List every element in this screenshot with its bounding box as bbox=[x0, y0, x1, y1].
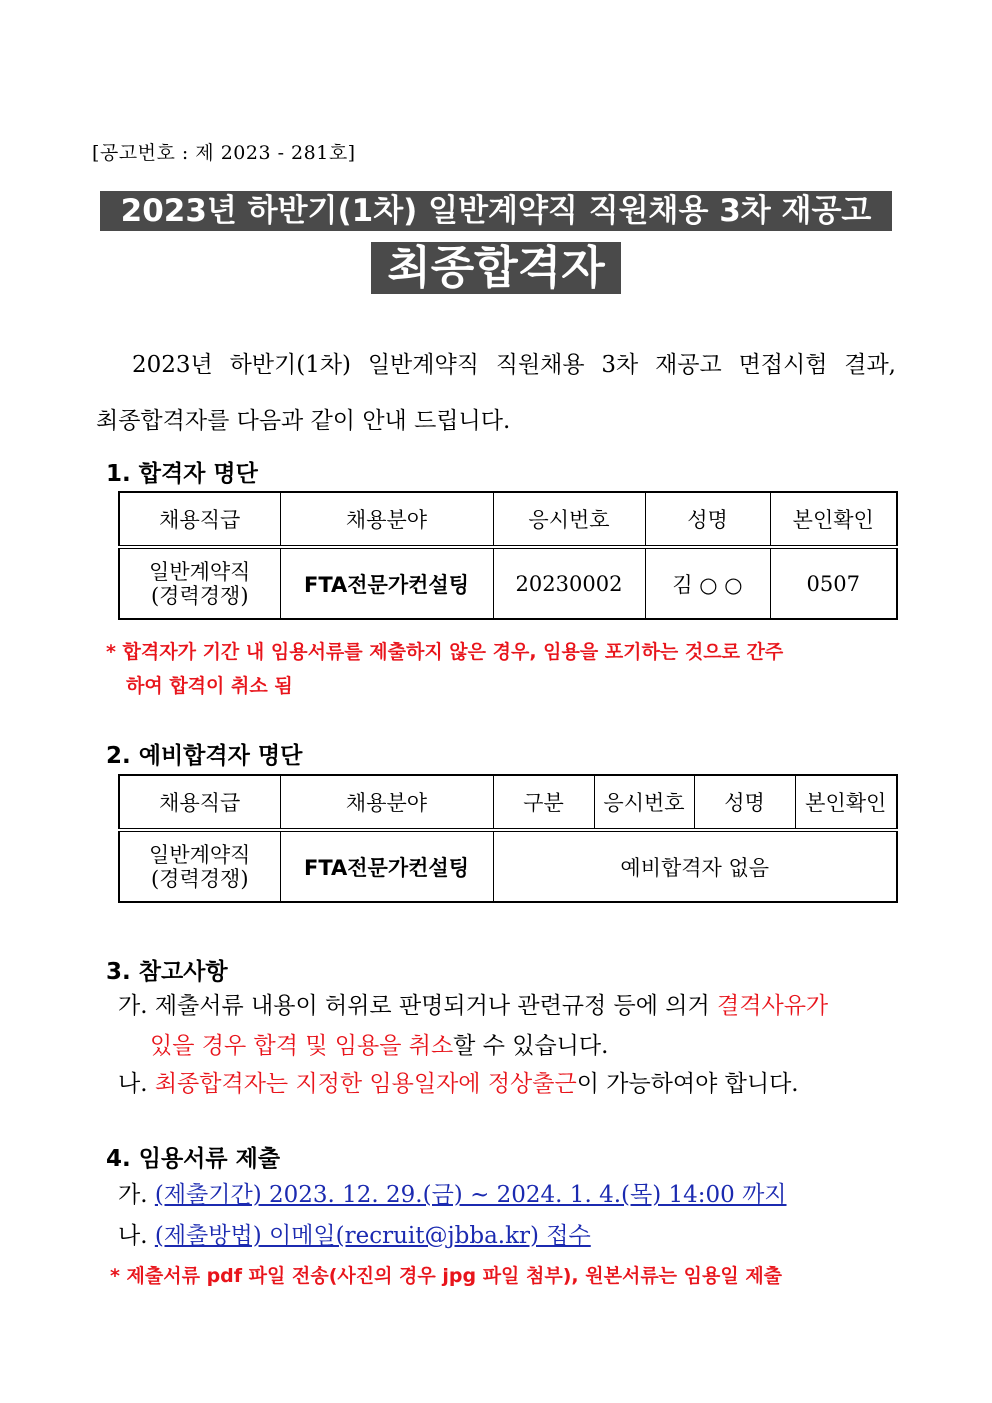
intro-line-2: 최종합격자를 다음과 같이 안내 드립니다. bbox=[96, 408, 511, 434]
header-cell: 채용직급 bbox=[119, 775, 280, 830]
rank-cell bbox=[119, 830, 280, 902]
section1-heading: 1. 합격자 명단 bbox=[106, 461, 258, 487]
no-reserve-cell: 예비합격자 없음 bbox=[493, 830, 897, 902]
header-cell: 본인확인 bbox=[770, 492, 897, 547]
header-cell: 성명 bbox=[694, 775, 795, 830]
note-item-b bbox=[118, 1064, 898, 1104]
submission-period bbox=[118, 1175, 898, 1215]
note-line-2: 하여 합격이 취소 됨 bbox=[126, 675, 293, 697]
header-cell: 응시번호 bbox=[493, 492, 645, 547]
rank-line-1: 일반계약직 bbox=[149, 559, 251, 584]
submission-note: * 제출서류 pdf 파일 전송(사진의 경우 jpg 파일 첨부), 원본서류는 임용일 제출 bbox=[110, 1265, 783, 1287]
rank-line-2: (경력경쟁) bbox=[150, 583, 249, 608]
intro-line-1: 2023년 하반기(1차) 일반계약직 직원채용 3차 재공고 면접시험 결과, bbox=[132, 352, 896, 378]
submission-method-text: (제출방법) 이메일(recruit@jbba.kr) 접수 bbox=[154, 1223, 591, 1249]
submission-method bbox=[118, 1216, 898, 1256]
item-a-red-1: 결격사유가 bbox=[717, 993, 829, 1019]
header-cell: 채용분야 bbox=[280, 775, 493, 830]
exam-number-cell: 20230002 bbox=[493, 547, 645, 619]
title-sub: 최종합격자 bbox=[371, 242, 621, 294]
name-cell: 김 ○ ○ bbox=[645, 547, 770, 619]
item-b-suffix: 이 가능하여야 합니다. bbox=[576, 1071, 799, 1097]
table-header-row bbox=[119, 775, 897, 830]
rank-line-2: (경력경쟁) bbox=[150, 866, 249, 891]
header-cell: 채용직급 bbox=[119, 492, 280, 547]
pass-table bbox=[118, 491, 898, 620]
header-cell: 채용분야 bbox=[280, 492, 493, 547]
section2-heading: 2. 예비합격자 명단 bbox=[106, 743, 303, 769]
item-prefix: 가. bbox=[118, 1182, 155, 1208]
rank-cell bbox=[119, 547, 280, 619]
header-cell: 본인확인 bbox=[795, 775, 897, 830]
item-a-continuation bbox=[118, 1026, 898, 1066]
item-a-red-2: 있을 경우 합격 및 임용을 취소 bbox=[150, 1033, 454, 1059]
section3-heading: 3. 참고사항 bbox=[106, 959, 228, 985]
header-cell: 성명 bbox=[645, 492, 770, 547]
item-a-suffix: 할 수 있습니다. bbox=[453, 1033, 609, 1059]
header-cell: 응시번호 bbox=[594, 775, 694, 830]
submission-period-text: (제출기간) 2023. 12. 29.(금) ~ 2024. 1. 4.(목) 14:00 까지 bbox=[154, 1182, 787, 1208]
item-b-red: 최종합격자는 지정한 임용일자에 정상출근 bbox=[154, 1071, 577, 1097]
field-cell: FTA전문가컨설팅 bbox=[280, 547, 493, 619]
verify-cell: 0507 bbox=[770, 547, 897, 619]
header-cell: 구분 bbox=[493, 775, 594, 830]
note-line-1: * 합격자가 기간 내 임용서류를 제출하지 않은 경우, 임용을 포기하는 것으로 간주 bbox=[106, 641, 784, 663]
item-a-text: 가. 제출서류 내용이 허위로 판명되거나 관련규정 등에 의거 bbox=[118, 993, 718, 1019]
note-item-a bbox=[118, 986, 898, 1066]
table-row bbox=[119, 547, 897, 619]
item-prefix: 나. bbox=[118, 1223, 155, 1249]
intro-paragraph bbox=[96, 337, 896, 449]
title-main: 2023년 하반기(1차) 일반계약직 직원채용 3차 재공고 bbox=[100, 191, 892, 231]
rank-line-1: 일반계약직 bbox=[149, 842, 251, 867]
reserve-table bbox=[118, 774, 898, 903]
section1-note bbox=[106, 635, 896, 703]
field-cell: FTA전문가컨설팅 bbox=[280, 830, 493, 902]
table-row bbox=[119, 830, 897, 902]
table-header-row bbox=[119, 492, 897, 547]
section4-heading: 4. 임용서류 제출 bbox=[106, 1146, 281, 1172]
notice-number: [공고번호 : 제 2023 - 281호] bbox=[92, 142, 356, 164]
item-b-prefix: 나. bbox=[118, 1071, 155, 1097]
